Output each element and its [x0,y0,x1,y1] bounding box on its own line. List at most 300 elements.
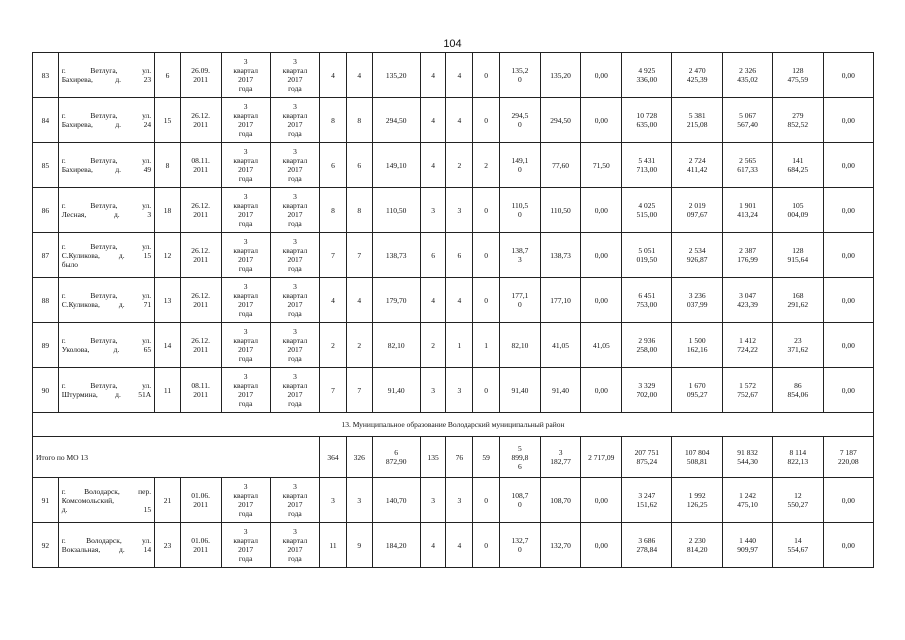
cell-line: 291,62 [787,300,809,309]
money-5: 0,00 [823,98,873,143]
table-row [33,188,874,233]
area-total: 294,50 [372,98,420,143]
col-12: 2 [473,143,500,188]
cell-line: 14 [794,536,802,545]
cell-line: 2 387 [739,246,756,255]
money-3 [722,278,772,323]
money-4 [773,368,823,413]
col-13 [500,278,541,323]
table-row [33,53,874,98]
cell-line: г. Володарск, ул. [61,536,152,545]
col-3: 6 [155,53,181,98]
term-planned [221,278,270,323]
money-4 [773,53,823,98]
cell-line: 2 326 [739,66,756,75]
cell-line: 86 [794,381,802,390]
total-m1 [622,437,672,478]
cell-line: С.Куликова, д. 15 [61,250,152,260]
col-11: 6 [446,233,473,278]
col-12: 0 [473,53,500,98]
cell-line: 2011 [193,165,209,174]
money-5: 0,00 [823,233,873,278]
cell-line: 872,90 [385,457,407,466]
cell-line: 177,1 [511,291,529,300]
money-5: 0,00 [823,368,873,413]
cell-line: квартал [233,156,258,165]
total-m5 [823,437,873,478]
date-cell [180,53,221,98]
cell-line: года [288,399,302,408]
row-number: 89 [33,323,59,368]
address-cell [58,98,154,143]
col-11: 3 [446,478,473,523]
col-14: 41,05 [540,323,581,368]
date-cell [180,233,221,278]
cell-line: 128 [792,66,804,75]
cell-line: 3 [293,192,297,201]
cell-line: квартал [233,246,258,255]
cell-line: квартал [233,536,258,545]
table-row [33,523,874,568]
col-15: 0,00 [581,523,622,568]
total-label: Итого по МО 13 [33,437,320,478]
col-13 [500,53,541,98]
term-planned [221,143,270,188]
term-actual [270,233,319,278]
cell-line: 3 [293,237,297,246]
col-14: 138,73 [540,233,581,278]
cell-line: 107 804 [684,448,710,457]
cell-line: 752,67 [737,390,758,399]
col-13 [500,98,541,143]
money-1 [622,523,672,568]
cell-line: 3 [293,102,297,111]
money-1 [622,188,672,233]
term-planned [221,323,270,368]
cell-line: 2017 [238,255,254,264]
cell-line: 2017 [238,165,254,174]
term-planned [221,478,270,523]
cell-line: 215,08 [686,120,708,129]
cell-line: 550,27 [787,500,809,509]
section-row [33,413,874,437]
date-cell [180,98,221,143]
cell-line: 3 [293,327,297,336]
col-3: 15 [155,98,181,143]
section-header-group [33,413,874,478]
col-8: 4 [346,278,372,323]
money-4 [773,143,823,188]
money-1 [622,323,672,368]
cell-line: 2017 [287,500,303,509]
cell-line: квартал [282,66,308,75]
cell-line: 899,8 [511,452,529,462]
cell-line: 2 470 [688,66,706,75]
col-11: 4 [446,278,473,323]
cell-line: квартал [282,336,308,345]
col-12: 0 [473,278,500,323]
money-3 [722,98,772,143]
resettlement-table [32,52,874,568]
col-14: 77,60 [540,143,581,188]
col-10: 4 [420,98,446,143]
col-3: 13 [155,278,181,323]
cell-line: 0 [518,120,522,129]
col-11: 3 [446,188,473,233]
term-actual [270,53,319,98]
cell-line: года [238,509,253,518]
cell-line: 515,00 [636,210,658,219]
col-8: 2 [346,323,372,368]
money-1 [622,278,672,323]
cell-line: квартал [282,291,308,300]
cell-line: 2017 [287,255,303,264]
cell-line: 105 [792,201,804,210]
cell-line: 554,67 [787,545,809,554]
area-total: 140,70 [372,478,420,523]
address-cell [58,188,154,233]
cell-line: г. Ветлуга, ул. [61,201,152,210]
cell-line: квартал [282,111,308,120]
cell-line: 91 832 [737,448,758,457]
cell-line: 926,87 [686,255,708,264]
total-c10: 135 [420,437,446,478]
cell-line: 753,00 [636,300,658,309]
col-7: 7 [320,368,347,413]
col-14: 135,20 [540,53,581,98]
cell-line: 3 329 [638,381,656,390]
cell-line: 3 [243,192,248,201]
money-2 [672,188,722,233]
money-5: 0,00 [823,188,873,233]
col-10: 3 [420,478,446,523]
cell-line: 8 114 [789,448,807,457]
col-3: 11 [155,368,181,413]
money-3 [722,323,772,368]
term-planned [221,53,270,98]
money-5: 0,00 [823,323,873,368]
date-cell [180,278,221,323]
col-10: 6 [420,233,446,278]
cell-line: Бахирева, д. 23 [61,75,152,84]
cell-line: квартал [233,111,258,120]
money-1 [622,478,672,523]
col-11: 4 [446,53,473,98]
cell-line: 4 925 [638,66,656,75]
cell-line: 1 670 [688,381,706,390]
area-total: 91,40 [372,368,420,413]
cell-line: 2017 [287,345,303,354]
cell-line: 279 [792,111,804,120]
cell-line: Бахирева, д. 24 [61,120,152,129]
cell-line: года [288,129,302,138]
col-10: 4 [420,53,446,98]
col-10: 4 [420,143,446,188]
money-2 [672,478,722,523]
cell-line: 6 451 [638,291,656,300]
cell-line: 3 [293,282,297,291]
cell-line: 168 [792,291,804,300]
address-cell [58,233,154,278]
money-3 [722,53,772,98]
address-cell [58,478,154,523]
col-7: 7 [320,233,347,278]
money-2 [672,143,722,188]
cell-line: 875,24 [636,457,658,466]
cell-line: 2017 [238,545,254,554]
money-5: 0,00 [823,143,873,188]
cell-line: 3 [518,255,522,264]
cell-line: 2017 [287,165,303,174]
col-14: 132,70 [540,523,581,568]
table-row [33,233,874,278]
cell-line: 2 565 [739,156,756,165]
cell-line: было [61,259,79,269]
col-3: 18 [155,188,181,233]
table-row [33,478,874,523]
cell-line: 2017 [238,500,254,509]
cell-line: 475,59 [787,75,809,84]
cell-line: 5 381 [688,111,706,120]
col-7: 8 [320,98,347,143]
col-14: 294,50 [540,98,581,143]
money-5: 0,00 [823,278,873,323]
col-13 [500,368,541,413]
cell-line: 2 534 [688,246,706,255]
col-14: 91,40 [540,368,581,413]
cell-line: 0 [518,165,522,174]
address-cell [58,523,154,568]
money-4 [773,478,823,523]
col-7: 3 [320,478,347,523]
table-row [33,143,874,188]
address-cell [58,323,154,368]
money-4 [773,188,823,233]
cell-line: 2017 [287,390,303,399]
cell-line: года [288,509,302,518]
cell-line: 08.11. [191,156,210,165]
row-number: 92 [33,523,59,568]
cell-line: 0 [518,75,522,84]
cell-line: 2017 [238,120,254,129]
cell-line: 2011 [193,500,209,509]
cell-line: 3 [243,102,248,111]
cell-line: г. Ветлуга, ул. [61,291,152,300]
cell-line: квартал [282,491,308,500]
cell-line: 151,62 [636,500,658,509]
col-11: 2 [446,143,473,188]
col-13 [500,143,541,188]
cell-line: 135,2 [511,66,529,75]
term-planned [221,98,270,143]
col-11: 4 [446,523,473,568]
cell-line: 684,25 [787,165,809,174]
cell-line: Комсомольский, [61,495,115,505]
col-7: 4 [320,278,347,323]
cell-line: 1 412 [739,336,756,345]
money-2 [672,53,722,98]
money-4 [773,523,823,568]
cell-line: 5 [518,443,522,453]
table-row [33,368,874,413]
col-7: 6 [320,143,347,188]
cell-line: года [238,309,253,318]
cell-line: 2 230 [688,536,706,545]
money-1 [622,368,672,413]
row-number: 85 [33,143,59,188]
cell-line: 1 500 [688,336,706,345]
total-c15: 2 717,09 [581,437,622,478]
cell-line: 3 [293,527,297,536]
cell-line: 336,00 [636,75,658,84]
cell-line: 617,33 [737,165,758,174]
row-number: 91 [33,478,59,523]
cell-line: г. Ветлуга, ул. [61,241,152,251]
money-1 [622,233,672,278]
table-row [33,323,874,368]
cell-line: 0 [518,300,522,309]
col-8: 6 [346,143,372,188]
term-actual [270,323,319,368]
col-14: 110,50 [540,188,581,233]
cell-line: 2011 [193,300,209,309]
money-2 [672,368,722,413]
cell-line: г. Ветлуга, ул. [61,156,152,165]
money-1 [622,53,672,98]
col-7: 11 [320,523,347,568]
cell-line: года [238,554,253,563]
col-3: 23 [155,523,181,568]
cell-line: 23 [794,336,802,345]
cell-line: 149,1 [511,156,529,165]
cell-line: 037,99 [686,300,708,309]
col-12: 0 [473,478,500,523]
cell-line: 6 [394,448,399,457]
cell-line: квартал [282,246,308,255]
cell-line: г. Ветлуга, ул. [61,381,152,390]
cell-line: 2011 [193,345,209,354]
cell-line: 258,00 [636,345,658,354]
total-m3 [722,437,772,478]
cell-line: 423,39 [737,300,758,309]
row-number: 84 [33,98,59,143]
col-3: 8 [155,143,181,188]
cell-line: 1 992 [688,491,706,500]
cell-line: 371,62 [787,345,809,354]
cell-line: 2017 [287,120,303,129]
cell-line: 854,06 [787,390,809,399]
cell-line: 635,00 [636,120,658,129]
cell-line: квартал [233,336,258,345]
cell-line: 0 [518,210,522,219]
area-total: 149,10 [372,143,420,188]
cell-line: 12 [794,491,802,500]
term-actual [270,278,319,323]
cell-line: 822,13 [787,457,809,466]
cell-line: года [288,309,302,318]
cell-line: 3 [243,147,248,156]
cell-line: г. Ветлуга, ул. [61,66,152,75]
term-actual [270,523,319,568]
cell-line: 278,84 [636,545,658,554]
cell-line: 411,42 [686,165,708,174]
cell-line: 01.06. [191,491,211,500]
cell-line: 2011 [193,210,209,219]
date-cell [180,478,221,523]
cell-line: 3 [558,448,563,457]
col-10: 3 [420,368,446,413]
col-11: 1 [446,323,473,368]
cell-line: 26.12. [191,201,211,210]
money-3 [722,478,772,523]
cell-line: 26.09. [191,66,211,75]
cell-line: года [238,264,253,273]
col-8: 8 [346,98,372,143]
col-10: 2 [420,323,446,368]
money-4 [773,323,823,368]
money-3 [722,368,772,413]
total-c14 [540,437,581,478]
cell-line: 1 242 [739,491,756,500]
term-planned [221,233,270,278]
cell-line: 2017 [238,300,254,309]
cell-line: 0 [518,500,522,509]
total-m4 [773,437,823,478]
cell-line: 713,00 [636,165,658,174]
col-8: 3 [346,478,372,523]
date-cell [180,323,221,368]
money-3 [722,143,772,188]
cell-line: 3 [243,527,248,536]
col-10: 3 [420,188,446,233]
cell-line: 3 247 [638,491,656,500]
area-total: 135,20 [372,53,420,98]
cell-line: 2 724 [688,156,706,165]
table-row [33,98,874,143]
cell-line: 3 [243,57,248,66]
cell-line: г. Ветлуга, ул. [61,111,152,120]
term-planned [221,523,270,568]
money-3 [722,523,772,568]
cell-line: 3 [293,57,297,66]
total-area [372,437,420,478]
col-15: 0,00 [581,233,622,278]
money-5: 0,00 [823,523,873,568]
money-5: 0,00 [823,53,873,98]
date-cell [180,143,221,188]
cell-line: Уколова, д. 65 [61,345,152,354]
cell-line: 2011 [193,390,209,399]
table-body-a [33,53,874,413]
cell-line: 82,10 [511,340,529,350]
cell-line: г. Володарск, пер. [61,486,152,496]
cell-line: 26.12. [191,291,211,300]
col-3: 14 [155,323,181,368]
cell-line: 2017 [238,390,254,399]
col-10: 4 [420,278,446,323]
col-12: 0 [473,368,500,413]
col-13 [500,523,541,568]
cell-line: 176,99 [737,255,758,264]
cell-line: 0 [518,545,522,554]
col-15: 0,00 [581,98,622,143]
cell-line: 567,40 [737,120,758,129]
col-15: 0,00 [581,188,622,233]
term-actual [270,188,319,233]
cell-line: 2011 [193,120,209,129]
cell-line: 128 [792,246,804,255]
cell-line: С.Куликова, д. 71 [61,300,152,309]
